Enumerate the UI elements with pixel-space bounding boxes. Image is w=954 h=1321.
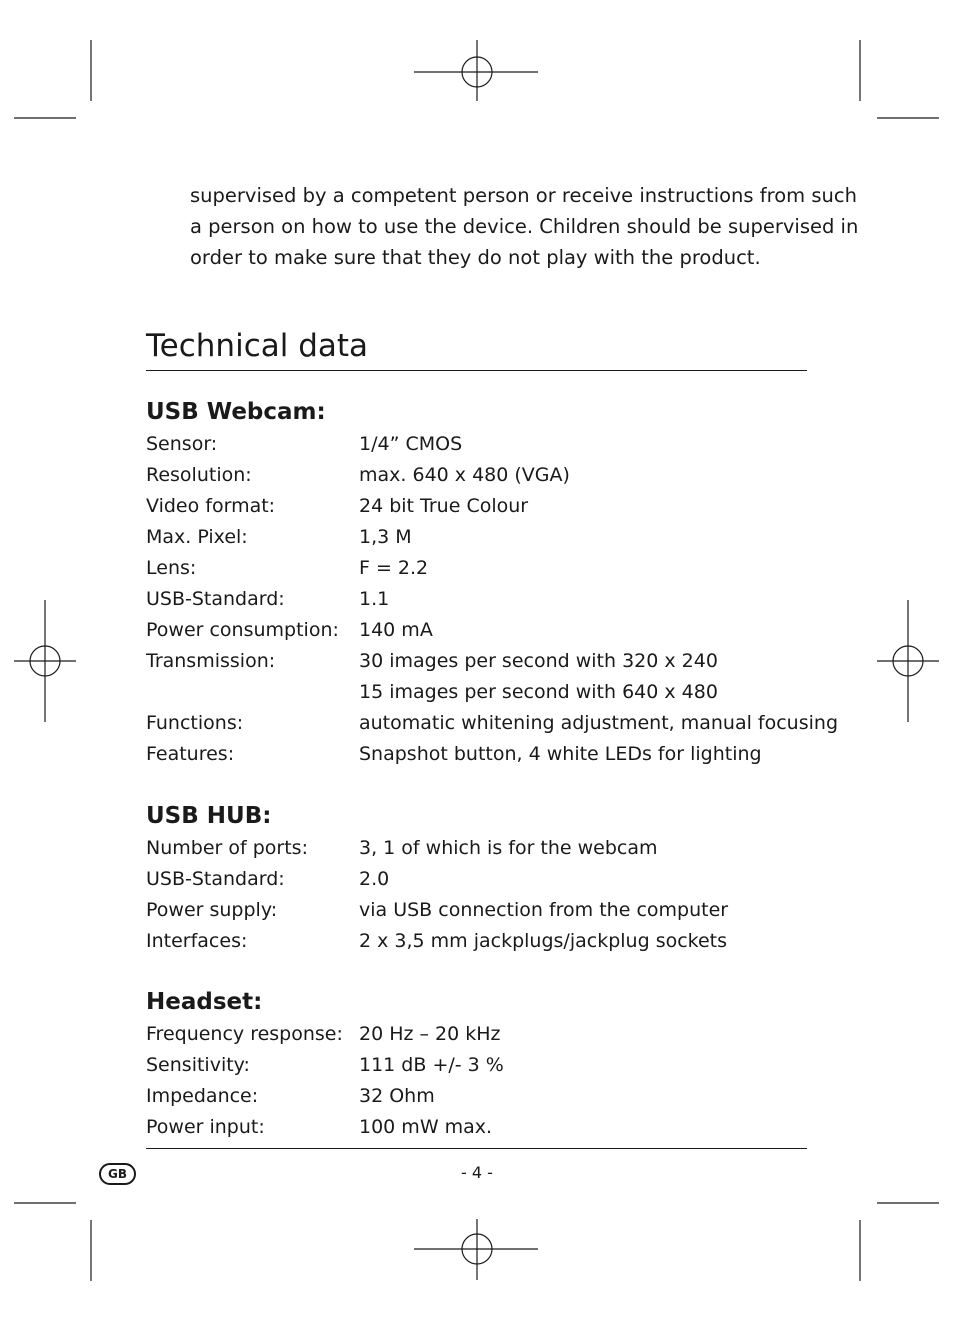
spec-value: Snapshot button, 4 white LEDs for lighting	[359, 743, 762, 765]
spec-label: Impedance:	[146, 1085, 259, 1107]
spec-row	[146, 1019, 816, 1050]
spec-value: 2 x 3,5 mm jackplugs/jackplug sockets	[359, 930, 728, 952]
spec-value: 32 Ohm	[359, 1085, 435, 1107]
spec-value: F = 2.2	[359, 557, 429, 579]
spec-value: 111 dB +/- 3 %	[359, 1054, 504, 1076]
spec-row	[146, 584, 816, 615]
spec-value: automatic whitening adjustment, manual focusing	[359, 712, 839, 734]
spec-value: 1,3 M	[359, 526, 412, 548]
spec-label: Resolution:	[146, 464, 252, 486]
spec-label: Features:	[146, 743, 235, 765]
spec-value: 20 Hz – 20 kHz	[359, 1023, 501, 1045]
spec-value: 30 images per second with 320 x 240	[359, 650, 718, 672]
spec-value: 3, 1 of which is for the webcam	[359, 837, 658, 859]
spec-value: max. 640 x 480 (VGA)	[359, 464, 570, 486]
spec-table-headset	[146, 1019, 816, 1143]
spec-label: Transmission:	[146, 650, 276, 672]
spec-label: Power input:	[146, 1116, 265, 1138]
intro-line: order to make sure that they do not play with the product.	[190, 246, 761, 269]
spec-label: Power consumption:	[146, 619, 339, 641]
spec-label: Frequency response:	[146, 1023, 343, 1045]
spec-row	[146, 646, 816, 677]
spec-row	[146, 522, 816, 553]
spec-row	[146, 895, 816, 926]
spec-row	[146, 833, 816, 864]
spec-row	[146, 460, 816, 491]
spec-label: Number of ports:	[146, 837, 308, 859]
spec-row	[146, 429, 816, 460]
spec-row	[146, 1112, 816, 1143]
spec-row	[146, 739, 816, 770]
spec-value: 1.1	[359, 588, 390, 610]
spec-label: Power supply:	[146, 899, 278, 921]
page-title: Technical data	[146, 328, 369, 364]
spec-value: 100 mW max.	[359, 1116, 493, 1138]
spec-value: 2.0	[359, 868, 390, 890]
section-heading-usb-hub: USB HUB:	[146, 803, 272, 829]
spec-label: Functions:	[146, 712, 244, 734]
footer-divider	[146, 1148, 807, 1149]
intro-paragraph	[190, 180, 859, 273]
spec-label: Interfaces:	[146, 930, 248, 952]
intro-line: supervised by a competent person or receive instructions from such	[190, 184, 857, 207]
spec-value: via USB connection from the computer	[359, 899, 729, 921]
spec-label: Lens:	[146, 557, 197, 579]
spec-label: Sensitivity:	[146, 1054, 250, 1076]
spec-value: 140 mA	[359, 619, 433, 641]
spec-label: Max. Pixel:	[146, 526, 248, 548]
spec-row	[146, 708, 839, 739]
spec-label: Sensor:	[146, 433, 218, 455]
spec-row	[146, 864, 816, 895]
spec-table-usb-hub	[146, 833, 816, 957]
spec-row	[146, 677, 816, 708]
language-badge: GB	[99, 1163, 136, 1185]
spec-row	[146, 1081, 816, 1112]
spec-table-usb-webcam	[146, 429, 839, 770]
title-divider	[146, 370, 807, 371]
spec-value: 24 bit True Colour	[359, 495, 529, 517]
spec-label: USB-Standard:	[146, 868, 285, 890]
spec-value: 1/4” CMOS	[359, 433, 463, 455]
section-heading-usb-webcam: USB Webcam:	[146, 399, 326, 425]
spec-row	[146, 926, 816, 957]
spec-row	[146, 553, 816, 584]
spec-row	[146, 1050, 816, 1081]
page-number: - 4 -	[461, 1163, 493, 1182]
spec-row	[146, 491, 816, 522]
intro-line: a person on how to use the device. Children should be supervised in	[190, 215, 859, 238]
section-heading-headset: Headset:	[146, 989, 263, 1015]
spec-label: USB-Standard:	[146, 588, 285, 610]
spec-label: Video format:	[146, 495, 276, 517]
spec-value: 15 images per second with 640 x 480	[359, 681, 718, 703]
spec-row	[146, 615, 816, 646]
